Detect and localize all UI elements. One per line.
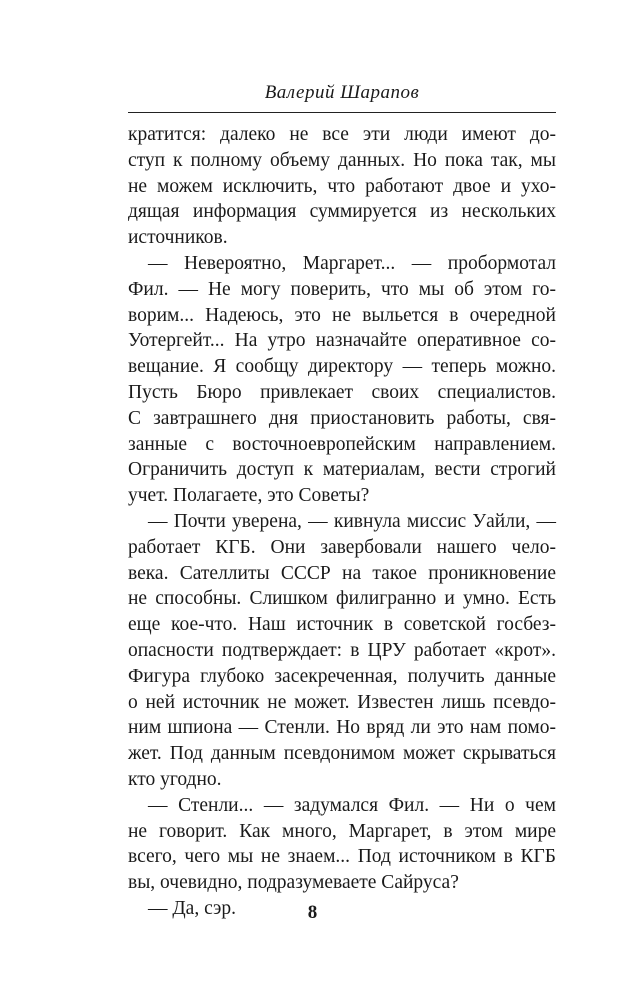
text-line: С завтрашнего дня приостановить работы, свя-	[128, 407, 556, 429]
text-line: не можем исключить, что работают двое и ухо-	[128, 175, 556, 197]
text-line: века. Сателлиты СССР на такое проникновение	[128, 562, 556, 584]
text-line: учет. Полагаете, это Советы?	[128, 485, 370, 507]
text-line: источников.	[128, 227, 228, 249]
text-line: ним шпиона — Стенли. Но вряд ли это нам помо-	[128, 717, 556, 739]
running-header: Валерий Шарапов	[264, 82, 420, 103]
text-line: занные с восточноевропейским направлением.	[128, 433, 556, 455]
text-line: не говорит. Как много, Маргарет, в этом мире	[128, 820, 556, 842]
body-text	[128, 122, 556, 922]
text-line: Уотергейт... На утро назначайте оперативное со-	[128, 330, 556, 352]
text-line: дящая информация суммируется из нескольких	[128, 201, 556, 223]
text-line: ступ к полному объему данных. Но пока так, мы	[128, 149, 556, 171]
page-number: 8	[307, 902, 318, 923]
text-line: Пусть Бюро привлекает своих специалистов.	[128, 381, 556, 403]
text-line: работает КГБ. Они завербовали нашего чело-	[128, 536, 556, 558]
text-line: вы, очевидно, подразумеваете Сайруса?	[128, 872, 459, 894]
text-line: не способны. Слишком филигранно и умно. Есть	[128, 588, 556, 610]
header-divider	[128, 112, 556, 113]
text-line: еще кое-что. Наш источник в советской госбез-	[128, 614, 556, 636]
text-line: кратится: далеко не все эти люди имеют до-	[128, 124, 556, 145]
text-line: — Стенли... — задумался Фил. — Ни о чем	[148, 794, 556, 816]
text-line: — Невероятно, Маргарет... — пробормотал	[148, 252, 556, 274]
text-line: о ней источник не может. Известен лишь псевдо-	[128, 691, 556, 713]
text-line: кто угодно.	[128, 768, 222, 790]
text-line: жет. Под данным псевдонимом может скрываться	[128, 743, 556, 765]
text-line: всего, чего мы не знаем... Под источником в КГБ	[128, 846, 556, 868]
text-line: — Да, сэр.	[148, 897, 236, 919]
text-line: Фил. — Не могу поверить, что мы об этом го-	[128, 278, 556, 300]
text-line: Фигура глубоко засекреченная, получить данные	[128, 665, 556, 687]
text-line: ворим... Надеюсь, это не выльется в очередной	[128, 304, 556, 326]
text-line: — Почти уверена, — кивнула миссис Уайли, —	[148, 510, 556, 532]
text-line: опасности подтверждает: в ЦРУ работает «крот».	[128, 639, 556, 661]
text-line: Ограничить доступ к материалам, вести строгий	[128, 459, 556, 481]
text-line: вещание. Я сообщу директору — теперь можно.	[128, 356, 556, 378]
